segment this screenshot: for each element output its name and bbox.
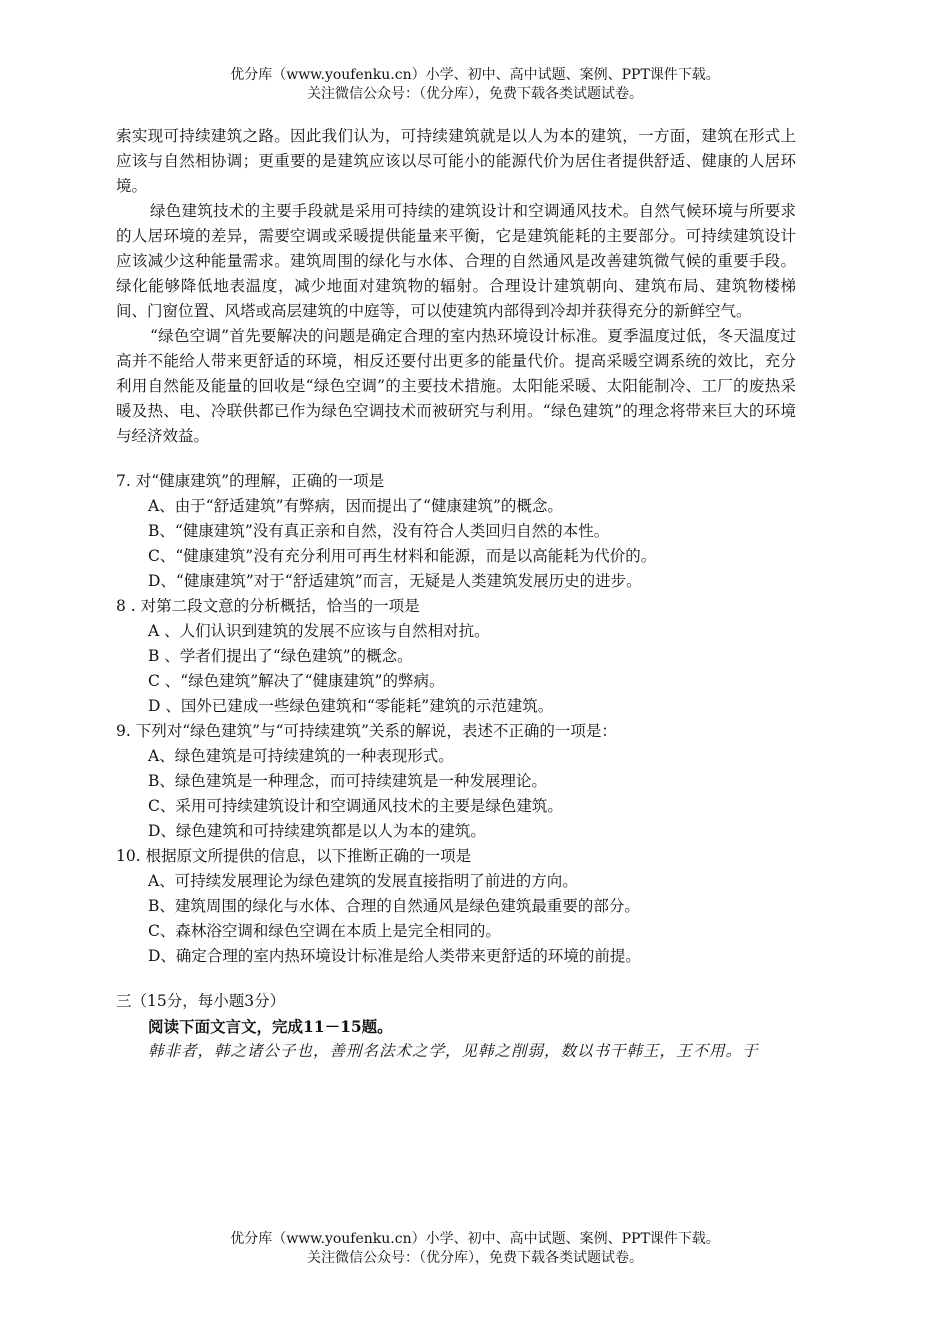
option-a: A、由于“舒适建筑”有弊病，因而提出了“健康建筑”的概念。 — [148, 497, 563, 515]
question-stem: 10. 根据原文所提供的信息，以下推断正确的一项是 — [116, 847, 472, 865]
classical-text: 韩非者，韩之诸公子也，善刑名法术之学，见韩之削弱，数以书干韩王，王不用。于 — [148, 1042, 759, 1060]
option-a: A、可持续发展理论为绿色建筑的发展直接指明了前进的方向。 — [148, 872, 578, 890]
spacer — [116, 969, 796, 989]
footer-line-2: 关注微信公众号：（优分库），免费下载各类试题试卷。 — [307, 1250, 643, 1266]
option-a: A、绿色建筑是可持续建筑的一种表现形式。 — [148, 747, 454, 765]
option-b: B、建筑周围的绿化与水体、合理的自然通风是绿色建筑最重要的部分。 — [148, 897, 640, 915]
passage-paragraph-2: 绿色建筑技术的主要手段就是采用可持续的建筑设计和空调通风技术。自然气候环境与所要求的人居环境的差异，需要空调或采暖提供能量来平衡，它是建筑能耗的主要部分。可持续建筑设计应该减少这种能量需求。建筑周围的绿化与水体、合理的自然通风是改善建筑微气候的重要手段。绿化能够降低地表温度，减少地面对建筑物的辐射。合理设计建筑朝向、建筑布局、建筑物楼梯间、门窗位置、风塔或高层建筑的中庭等，可以使建筑内部得到冷却并获得充分的新鲜空气。 — [116, 202, 796, 320]
question-stem: 9. 下列对“绿色建筑”与“可持续建筑”关系的解说，表述不正确的一项是： — [116, 722, 617, 740]
passage-paragraph-1: 索实现可持续建筑之路。因此我们认为，可持续建筑就是以人为本的建筑，一方面，建筑在形式上应该与自然相协调；更重要的是建筑应该以尽可能小的能源代价为居住者提供舒适、健康的人居环境。 — [116, 127, 796, 195]
question-7 — [116, 469, 796, 594]
option-d: D、“健康建筑”对于“舒适建筑”而言，无疑是人类建筑发展历史的进步。 — [148, 572, 642, 590]
header-line-2: 关注微信公众号：（优分库），免费下载各类试题试卷。 — [307, 86, 643, 102]
page-header — [0, 66, 950, 104]
option-a: A 、人们认识到建筑的发展不应该与自然相对抗。 — [148, 622, 490, 640]
spacer — [116, 449, 796, 469]
section-heading: 三（15分，每小题3分） — [116, 992, 286, 1010]
option-c: C、“健康建筑”没有充分利用可再生材料和能源，而是以高能耗为代价的。 — [148, 547, 657, 565]
section-instruction: 阅读下面文言文，完成11－15题。 — [148, 1017, 393, 1036]
option-d: D 、国外已建成一些绿色建筑和“零能耗”建筑的示范建筑。 — [148, 697, 554, 715]
option-c: C、采用可持续建筑设计和空调通风技术的主要是绿色建筑。 — [148, 797, 563, 815]
page-footer — [0, 1230, 950, 1268]
option-c: C、森林浴空调和绿色空调在本质上是完全相同的。 — [148, 922, 501, 940]
question-stem: 7. 对“健康建筑”的理解，正确的一项是 — [116, 472, 385, 490]
passage-paragraph-3: “绿色空调”首先要解决的问题是确定合理的室内热环境设计标准。夏季温度过低，冬天温度过高并不能给人带来更舒适的环境，相反还要付出更多的能量代价。提高采暖空调系统的效比，充分利用自然能及能量的回收是“绿色空调”的主要技术措施。太阳能采暖、太阳能制冷、工厂的废热采暖及热、电、冷联供都已作为绿色空调技术而被研究与利用。“绿色建筑”的理念将带来巨大的环境与经济效益。 — [116, 327, 796, 445]
question-10 — [116, 844, 796, 969]
option-b: B、绿色建筑是一种理念，而可持续建筑是一种发展理论。 — [148, 772, 547, 790]
header-line-1: 优分库（www.youfenku.cn）小学、初中、高中试题、案例、PPT课件下载。 — [230, 67, 720, 83]
option-d: D、确定合理的室内热环境设计标准是给人类带来更舒适的环境的前提。 — [148, 947, 641, 965]
footer-line-1: 优分库（www.youfenku.cn）小学、初中、高中试题、案例、PPT课件下载。 — [230, 1231, 720, 1247]
question-9 — [116, 719, 796, 844]
option-b: B、“健康建筑”没有真正亲和自然，没有符合人类回归自然的本性。 — [148, 522, 610, 540]
option-c: C 、“绿色建筑”解决了“健康建筑”的弊病。 — [148, 672, 445, 690]
document-body — [116, 124, 796, 1064]
option-b: B 、学者们提出了“绿色建筑”的概念。 — [148, 647, 413, 665]
option-d: D、绿色建筑和可持续建筑都是以人为本的建筑。 — [148, 822, 486, 840]
question-stem: 8 . 对第二段文意的分析概括，恰当的一项是 — [116, 597, 420, 615]
question-8 — [116, 594, 796, 719]
